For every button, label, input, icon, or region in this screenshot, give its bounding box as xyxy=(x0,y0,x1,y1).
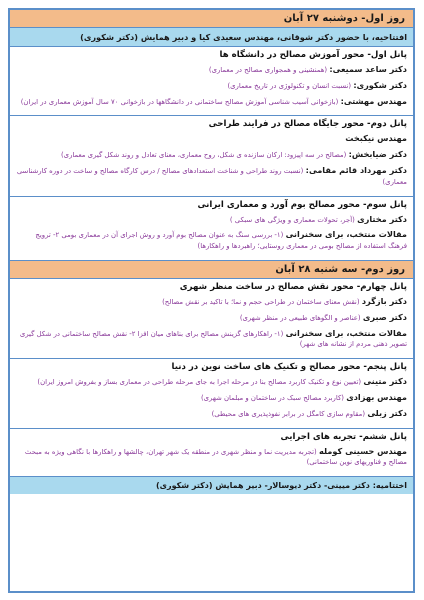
panel-4 xyxy=(10,279,413,359)
speaker xyxy=(16,133,407,145)
speaker-name: دکتر ساعد سمیعی: xyxy=(329,64,407,74)
speaker xyxy=(16,149,407,161)
speaker-name: دکتر بازگرد xyxy=(361,295,407,306)
speaker-name: دکتر زبلی xyxy=(367,407,407,418)
speaker xyxy=(16,446,407,469)
speaker xyxy=(16,214,407,226)
speaker-name: مقالات منتخب، برای سخنرانی xyxy=(285,327,407,338)
speaker-topic: (بازخوانی آسیب شناسی آموزش مصالح ساختمانی در دانشگاهها در بازخوانی ۷۰ سال آموزش معماری در ایران) xyxy=(20,97,339,106)
panel-title: پانل اول- محور آموزش مصالح در دانشگاه ها xyxy=(219,50,407,60)
speaker-name: مهندس مهشتی: xyxy=(340,95,407,106)
speaker-topic: (تجربه مدیریت نما و منظر شهری در منطقه یک شهر تهران، چالشها و راهکارها با نگاهی ویژه به مبحث مصالح و فناوریهای نوین ساختمانی) xyxy=(24,447,407,467)
speaker xyxy=(16,296,407,308)
speaker-name: دکتر مهرداد قائم مقامی: xyxy=(305,164,407,175)
speaker-topic: (تعیین نوع و تکنیک کاربرد مصالح بنا در مرحله اجرا به جای مرحله طراحی در معماری بساز و بفروش امروز ایران) xyxy=(37,378,362,387)
panel-title: پانل دوم- محور جایگاه مصالح در فرایند طراحی xyxy=(208,119,407,130)
speaker xyxy=(16,80,407,92)
speaker-name: دکتر شکوری: xyxy=(353,79,407,90)
speaker-topic: (نسبت روند طراحی و شناخت استعدادهای مصالح / درس کارگاه مصالح و ساخت در دوره کارشناسی معماری) xyxy=(16,166,407,186)
speaker-topic: (۱- راهکارهای گزینش مصالح برای بناهای میان افزا ۲- نقش مصالح ساختمانی در شکل گیری تصویر ذهنی مردم از نشانه های شهر) xyxy=(19,329,407,349)
speaker xyxy=(16,64,407,76)
speaker xyxy=(16,165,407,188)
speaker-name: مهندس نیکبخت xyxy=(345,133,407,144)
speaker xyxy=(16,229,407,252)
panel-1 xyxy=(10,47,413,116)
panel-6 xyxy=(10,429,413,478)
day1-header xyxy=(10,10,413,28)
speaker-topic: (همنشینی و همجواری مصالح در معماری) xyxy=(208,66,328,74)
day2-title: روز دوم- سه شنبه ۲۸ آبان xyxy=(275,263,405,275)
speaker-name: مهندس بهزادی xyxy=(346,391,407,402)
speaker-name: دکتر مختاری xyxy=(357,213,407,224)
panel-title: پانل چهارم- محور نقش مصالح در ساخت منظر شهری xyxy=(179,281,407,292)
speaker-topic: (عناصر و الگوهای طبیعی در منظر شهری) xyxy=(239,313,361,322)
speaker-name: دکتر صبری xyxy=(362,311,407,322)
speaker xyxy=(16,328,407,351)
speaker-topic: (نقش معنای ساختمان در طراحی حجم و نما؛ با تاکید بر نقش مصالح) xyxy=(162,297,360,306)
speaker-topic: (نسبت انسان و تکنولوژی در تاریخ معماری) xyxy=(227,81,352,90)
speaker-topic: (آجر، تحولات معماری و ویژگی های سبکی ) xyxy=(229,215,355,224)
speaker-topic: (کاربرد مصالح سبک در ساختمان و مبلمان شهری) xyxy=(200,393,344,402)
speaker xyxy=(16,96,407,108)
panel-title: پانل ششم- تجربه های اجرایی xyxy=(280,431,407,442)
day1-opening: افتتاحیه، با حضور دکتر شوقانی، مهندس سعیدی کیا و دبیر همایش (دکتر شکوری) xyxy=(10,28,413,47)
speaker-name: مهندس حسینی کومله xyxy=(318,445,407,456)
speaker-topic: (۱- بررسی سنگ به عنوان مصالح بوم آورد و روش اجرای آن در معماری بومی ۲- ترویج فرهنگ استفاده از مصالح بومی در معماری روستایی؛ راهبردها و راهکارها) xyxy=(35,231,407,251)
speaker-name: دکتر ضیابخش: xyxy=(348,149,407,160)
panel-5 xyxy=(10,359,413,428)
panel-3 xyxy=(10,197,413,261)
speaker-name: مقالات منتخب، برای سخنرانی xyxy=(285,229,407,240)
program-schedule xyxy=(8,8,415,593)
day1-title: روز اول- دوشنبه ۲۷ آبان xyxy=(283,13,405,24)
speaker xyxy=(16,312,407,324)
speaker-topic: (مصالح در سه اپیزود: ارکان سازنده ی شکل، روح معماری، معنای تعادل و روند شکل گیری معماری) xyxy=(60,151,347,160)
panel-title: پانل پنجم- محور مصالح و تکنیک های ساخت نوین در دنیا xyxy=(171,362,407,373)
panel-2 xyxy=(10,116,413,196)
speaker-name: دکتر متینی xyxy=(363,376,407,387)
speaker-topic: (مقاوم سازی کامگل در برابر نفوذپذیری های محیطی) xyxy=(211,409,366,418)
panel-title: پانل سوم- محور مصالح بوم آورد و معماری ایرانی xyxy=(197,199,407,210)
day2-closing: اختتامیه: دکتر میینی- دکتر دیوسالار- دبیر همایش (دکتر شکوری) xyxy=(10,477,413,494)
speaker xyxy=(16,408,407,420)
speaker xyxy=(16,392,407,404)
day2-header xyxy=(10,261,413,279)
speaker xyxy=(16,376,407,388)
